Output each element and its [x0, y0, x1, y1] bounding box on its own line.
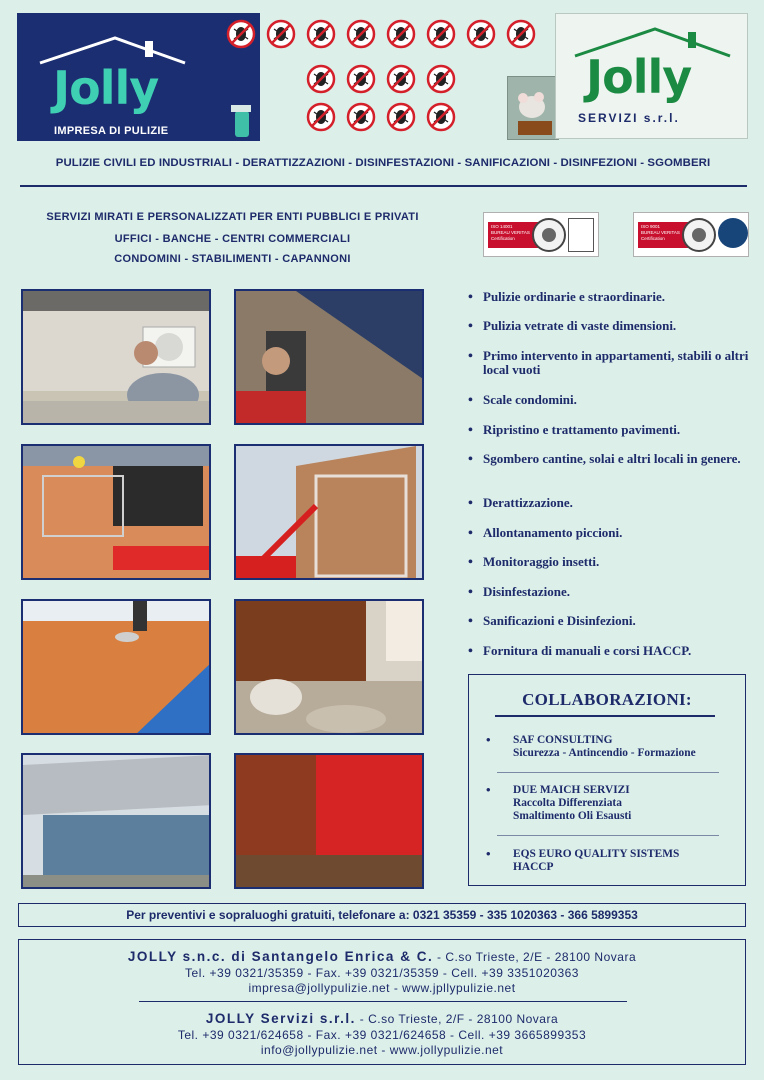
- no-bee-icon: [426, 64, 456, 94]
- list-item: • Scale condomini.: [468, 393, 577, 407]
- photo-floor-treatment: [21, 599, 211, 735]
- list-item: • Pulizia vetrate di vaste dimensioni.: [468, 319, 676, 333]
- logo-brand-text: Jolly: [586, 50, 692, 104]
- list-item: • Sgombero cantine, solai e altri locali in genere.: [468, 452, 753, 466]
- no-beetle-icon: [506, 19, 536, 49]
- iso-14001-certificate: [483, 212, 599, 257]
- bullet-icon: •: [486, 846, 491, 861]
- bureau-veritas-seal-icon: [532, 218, 566, 252]
- no-tick-icon: [306, 64, 336, 94]
- divider: [497, 772, 719, 773]
- company-1-web: impresa@jollypulizie.net - www.jpllypulizie.net: [248, 981, 516, 995]
- no-moth-icon: [386, 19, 416, 49]
- collaborator-detail: Smaltimento Oli Esausti: [513, 810, 632, 822]
- no-wasp-icon: [346, 19, 376, 49]
- no-snail-icon: [426, 102, 456, 132]
- logo-brand-text: Jolly: [53, 61, 159, 115]
- no-mosquito-icon: [226, 19, 256, 49]
- list-item: • Fornitura di manuali e corsi HACCP.: [468, 644, 691, 658]
- collaborator-name: SAF CONSULTING: [513, 734, 613, 746]
- no-bedbug-icon: [346, 102, 376, 132]
- company-2-address: - C.so Trieste, 2/F - 28100 Novara: [355, 1012, 559, 1026]
- services-tagline: PULIZIE CIVILI ED INDUSTRIALI - DERATTIZZAZIONI - DISINFESTAZIONI - SANIFICAZIONI - DISINFEZIONI - SGOMBERI: [55, 157, 711, 169]
- jolly-servizi-logo: [555, 13, 748, 139]
- logo-subtitle: SERVIZI s.r.l.: [578, 111, 680, 125]
- list-item: • Allontanamento piccioni.: [468, 526, 622, 540]
- company-2-name: JOLLY Servizi s.r.l.: [205, 1011, 356, 1026]
- photo-building-facade-lift: [234, 444, 424, 580]
- collaboration-item-due-maich: [486, 784, 741, 823]
- mouse-image: [507, 76, 559, 140]
- cert-label: ISO 9001 BUREAU VERITAS Certification: [638, 222, 698, 248]
- collaborator-detail: Sicurezza - Antincendio - Formazione: [513, 747, 696, 759]
- divider: [139, 1001, 627, 1002]
- collaboration-item-saf: [486, 734, 741, 760]
- photo-aerial-platform-work: [21, 444, 211, 580]
- company-2-phones: Tel. +39 0321/624658 - Fax. +39 0321/624658 - Cell. +39 3665899353: [177, 1028, 587, 1042]
- no-bug-icon: [426, 19, 456, 49]
- company-2-heading: [19, 1012, 745, 1026]
- list-item: • Derattizzazione.: [468, 496, 573, 510]
- no-ant-icon: [466, 19, 496, 49]
- no-spider-icon: [346, 64, 376, 94]
- list-item: • Ripristino e trattamento pavimenti.: [468, 423, 680, 437]
- collaborator-detail: HACCP: [513, 861, 554, 873]
- photo-apartment-clearing: [234, 599, 424, 735]
- subheading-offices: UFFICI - BANCHE - CENTRI COMMERCIALI: [114, 233, 351, 245]
- divider: [497, 835, 719, 836]
- divider: [495, 715, 715, 717]
- photo-glass-facade: [21, 753, 211, 889]
- subheading-clients: SERVIZI MIRATI E PERSONALIZZATI PER ENTI PUBBLICI E PRIVATI: [46, 211, 419, 223]
- company-1-name: JOLLY s.n.c. di Santangelo Enrica & C.: [127, 949, 434, 964]
- subheading-buildings: CONDOMINI - STABILIMENTI - CAPANNONI: [114, 253, 351, 265]
- company-1-address: - C.so Trieste, 2/E - 28100 Novara: [433, 950, 637, 964]
- accredia-mark-icon: [718, 218, 748, 248]
- company-1-phones: Tel. +39 0321/35359 - Fax. +39 0321/35359 - Cell. +39 3351020363: [185, 966, 579, 980]
- no-termite-icon: [386, 102, 416, 132]
- list-item: • Monitoraggio insetti.: [468, 555, 599, 569]
- no-flea-icon: [386, 64, 416, 94]
- divider: [20, 185, 747, 187]
- collaborations-box: [468, 674, 746, 886]
- no-gnat-icon: [306, 102, 336, 132]
- no-cockroach-icon: [266, 19, 296, 49]
- collaborator-name: EQS EURO QUALITY SISTEMS: [513, 848, 680, 860]
- quote-phone-bar: Per preventivi e sopraluoghi gratuiti, telefonare a: 0321 35359 - 335 1020363 - 366 5899353: [18, 903, 746, 927]
- contacts-footer: [18, 939, 746, 1065]
- logo-subtitle: IMPRESA DI PULIZIE: [54, 125, 169, 137]
- photo-air-conditioner-cleaning: [21, 289, 211, 425]
- collaboration-item-eqs: [486, 848, 741, 874]
- company-2-web: info@jollypulizie.net - www.jollypulizie.net: [260, 1043, 504, 1057]
- bullet-icon: •: [486, 732, 491, 747]
- collaborator-name: DUE MAICH SERVIZI: [513, 784, 630, 796]
- list-item: • Pulizie ordinarie e straordinarie.: [468, 290, 665, 304]
- no-fly-icon: [306, 19, 336, 49]
- collaborations-title: COLLABORAZIONI:: [522, 690, 692, 709]
- collaborator-detail: Raccolta Differenziata: [513, 797, 622, 809]
- bullet-icon: •: [486, 782, 491, 797]
- bureau-veritas-seal-icon: [682, 218, 716, 252]
- photo-solar-panel-cleaning: [234, 289, 424, 425]
- list-item: • Sanificazioni e Disinfezioni.: [468, 614, 636, 628]
- company-1-heading: [19, 950, 745, 964]
- ukas-mark-icon: [568, 218, 594, 252]
- pest-icons-grid: [224, 16, 546, 140]
- photo-red-panels: [234, 753, 424, 889]
- list-item: • Disinfestazione.: [468, 585, 570, 599]
- list-item: • Primo intervento in appartamenti, stabili o altri local vuoti: [468, 349, 753, 377]
- iso-9001-certificate: [633, 212, 749, 257]
- cert-label: ISO 14001 BUREAU VERITAS Certification: [488, 222, 548, 248]
